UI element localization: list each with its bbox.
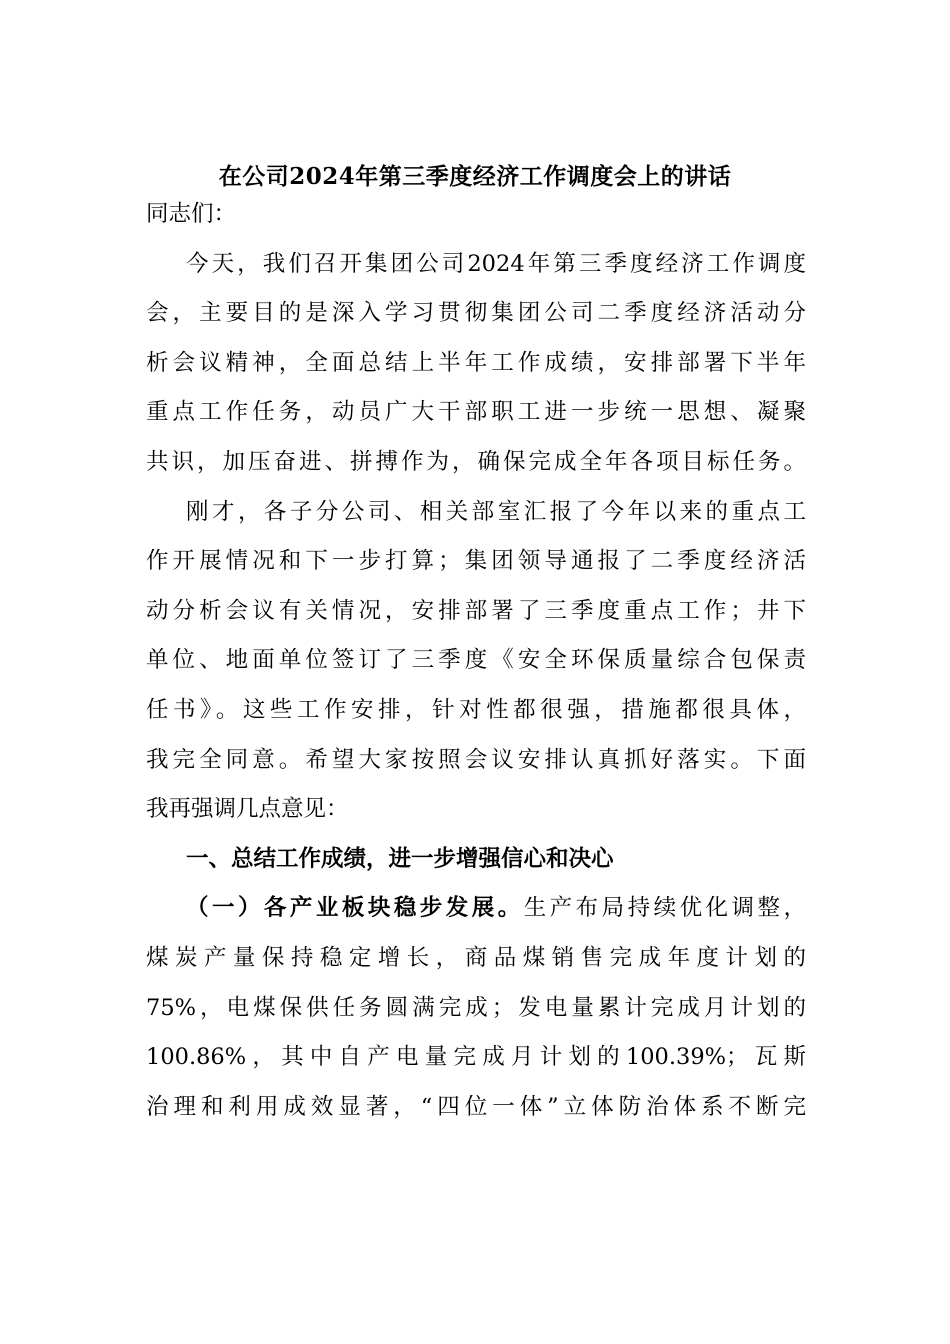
paragraph-line: 析会议精神，全面总结上半年工作成绩，安排部署下半年	[146, 349, 806, 376]
subsection-first-line	[146, 884, 806, 934]
salutation: 同志们：	[146, 201, 237, 227]
paragraph-line: 100.86%，其中自产电量完成月计划的100.39%；瓦斯	[146, 1044, 806, 1071]
paragraph-line: 任书》。这些工作安排，针对性都很强，措施都很具体，	[146, 696, 806, 723]
paragraph-line: 重点工作任务，动员广大干部职工进一步统一思想、凝聚	[146, 399, 806, 426]
subsection-lead: （一）各产业板块稳步发展。	[186, 895, 524, 922]
paragraph-line: 动分析会议有关情况，安排部署了三季度重点工作；井下	[146, 597, 806, 624]
paragraph-line: 75%，电煤保供任务圆满完成；发电量累计完成月计划的	[146, 994, 806, 1021]
document-title: 在公司2024年第三季度经济工作调度会上的讲话	[218, 163, 732, 190]
paragraph-line: 单位、地面单位签订了三季度《安全环保质量综合包保责	[146, 647, 806, 674]
paragraph-line: 会，主要目的是深入学习贯彻集团公司二季度经济活动分	[146, 300, 806, 327]
paragraph-line: 今天，我们召开集团公司2024年第三季度经济工作调度	[186, 250, 806, 277]
document-body	[146, 190, 806, 1132]
paragraph-line: 我完全同意。希望大家按照会议安排认真抓好落实。下面	[146, 746, 806, 773]
section-heading: 一、总结工作成绩，进一步增强信心和决心	[186, 845, 614, 872]
paragraph-line: 刚才，各子分公司、相关部室汇报了今年以来的重点工	[186, 498, 806, 525]
paragraph-line: 作开展情况和下一步打算；集团领导通报了二季度经济活	[146, 548, 806, 575]
paragraph-line: 我再强调几点意见：	[146, 796, 349, 823]
paragraph-line: 共识，加压奋进、拼搏作为，确保完成全年各项目标任务。	[146, 448, 806, 475]
subsection-first-rest: 生产布局持续优化调整，	[523, 895, 806, 922]
paragraph-line: 煤炭产量保持稳定增长，商品煤销售完成年度计划的	[146, 944, 806, 971]
paragraph-line: 治理和利用成效显著，“四位一体”立体防治体系不断完	[146, 1093, 806, 1120]
